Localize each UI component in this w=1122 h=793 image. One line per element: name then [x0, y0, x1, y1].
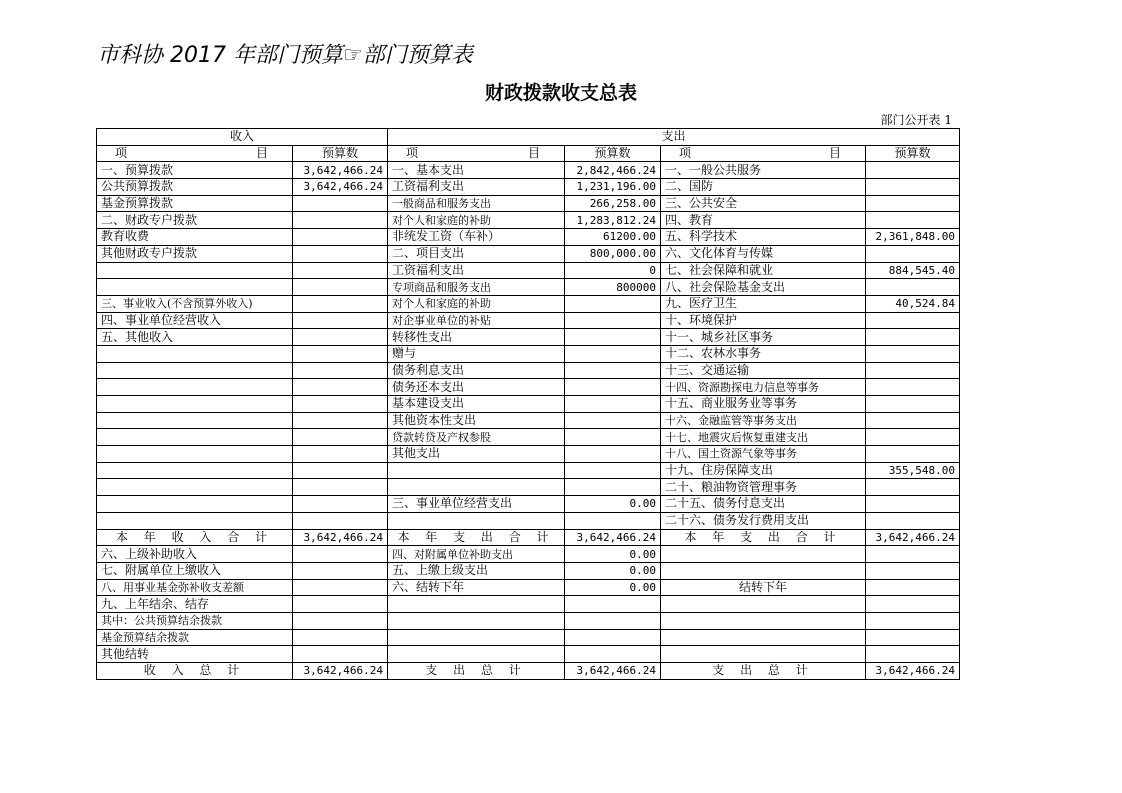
expense-func-budget-cell — [866, 496, 960, 513]
expense-func-item-cell: 十九、住房保障支出 — [661, 462, 866, 479]
expense-func-item-cell: 十七、地震灾后恢复重建支出 — [661, 429, 866, 446]
income-budget-cell — [293, 396, 388, 413]
table-row — [97, 496, 960, 513]
expense-func-budget-cell — [866, 312, 960, 329]
expense-func-budget-cell — [866, 329, 960, 346]
income-item-cell — [97, 345, 293, 362]
table-row — [97, 295, 960, 312]
income-item-cell — [97, 412, 293, 429]
income-budget-cell — [293, 446, 388, 463]
income-budget-cell — [293, 646, 388, 663]
expense-econ-item-cell: 基本建设支出 — [388, 396, 565, 413]
expense-econ-item-cell: 六、结转下年 — [388, 579, 565, 596]
expense-func-budget-cell: 40,524.84 — [866, 295, 960, 312]
income-budget-cell — [293, 229, 388, 246]
income-budget-cell: 3,642,466.24 — [293, 162, 388, 179]
expense-econ-budget-header: 预算数 — [565, 145, 661, 162]
income-item-cell: 六、上级补助收入 — [97, 546, 293, 563]
expense-func-budget-cell — [866, 546, 960, 563]
income-item-cell — [97, 379, 293, 396]
expense-func-budget-cell: 3,642,466.24 — [866, 529, 960, 546]
expense-econ-budget-cell: 1,231,196.00 — [565, 179, 661, 196]
income-budget-cell — [293, 362, 388, 379]
income-item-cell: 基金预算结余拨款 — [97, 629, 293, 646]
expense-header: 支出 — [388, 129, 960, 146]
table-row — [97, 329, 960, 346]
expense-func-item-cell — [661, 546, 866, 563]
expense-econ-item-cell: 支 出 总 计 — [388, 663, 565, 680]
income-item-cell: 七、附属单位上缴收入 — [97, 562, 293, 579]
income-item-cell — [97, 262, 293, 279]
expense-econ-item-cell: 三、事业单位经营支出 — [388, 496, 565, 513]
income-budget-cell — [293, 596, 388, 613]
expense-econ-item-cell: 债务还本支出 — [388, 379, 565, 396]
income-item-cell: 其他财政专户拨款 — [97, 245, 293, 262]
income-budget-cell — [293, 429, 388, 446]
expense-econ-budget-cell: 800,000.00 — [565, 245, 661, 262]
expense-func-item-cell: 二十、粮油物资管理事务 — [661, 479, 866, 496]
expense-func-budget-cell — [866, 429, 960, 446]
expense-func-item-cell: 二、国防 — [661, 179, 866, 196]
income-budget-cell — [293, 629, 388, 646]
expense-econ-item-cell: 非统发工资（车补） — [388, 229, 565, 246]
expense-econ-item-cell — [388, 612, 565, 629]
income-item-cell — [97, 279, 293, 296]
table-row — [97, 579, 960, 596]
expense-econ-budget-cell: 3,642,466.24 — [565, 663, 661, 680]
expense-econ-budget-cell: 800000 — [565, 279, 661, 296]
expense-func-item-cell: 支 出 总 计 — [661, 663, 866, 680]
item-label-a: 项 — [115, 146, 128, 161]
expense-func-item-cell: 八、社会保险基金支出 — [661, 279, 866, 296]
expense-econ-budget-cell: 3,642,466.24 — [565, 529, 661, 546]
expense-econ-item-cell: 其他支出 — [388, 446, 565, 463]
income-item-cell — [97, 429, 293, 446]
income-budget-cell — [293, 462, 388, 479]
expense-econ-item-cell: 四、对附属单位补助支出 — [388, 546, 565, 563]
income-budget-cell — [293, 412, 388, 429]
expense-func-budget-cell — [866, 446, 960, 463]
expense-econ-budget-cell — [565, 479, 661, 496]
expense-func-budget-cell — [866, 396, 960, 413]
expense-econ-item-cell — [388, 479, 565, 496]
expense-econ-budget-cell — [565, 396, 661, 413]
expense-func-budget-cell — [866, 245, 960, 262]
table-row — [97, 345, 960, 362]
expense-econ-item-cell: 本 年 支 出 合 计 — [388, 529, 565, 546]
budget-table — [96, 128, 960, 680]
table-row — [97, 596, 960, 613]
item-label-b: 目 — [829, 146, 842, 161]
expense-func-item-cell — [661, 562, 866, 579]
expense-func-item-cell: 十二、农林水事务 — [661, 345, 866, 362]
expense-func-budget-cell — [866, 412, 960, 429]
expense-econ-budget-cell — [565, 362, 661, 379]
income-item-cell — [97, 462, 293, 479]
table-row — [97, 195, 960, 212]
expense-econ-item-cell: 转移性支出 — [388, 329, 565, 346]
expense-econ-item-cell — [388, 596, 565, 613]
expense-func-budget-cell: 355,548.00 — [866, 462, 960, 479]
expense-econ-budget-cell — [565, 379, 661, 396]
expense-func-item-cell: 十三、交通运输 — [661, 362, 866, 379]
table-row — [97, 529, 960, 546]
item-label-b: 目 — [255, 146, 268, 161]
income-item-cell: 收 入 总 计 — [97, 663, 293, 680]
expense-econ-budget-cell — [565, 462, 661, 479]
income-item-cell — [97, 479, 293, 496]
income-budget-cell — [293, 212, 388, 229]
expense-func-budget-cell — [866, 579, 960, 596]
expense-econ-budget-cell — [565, 429, 661, 446]
expense-econ-item-cell: 五、上缴上级支出 — [388, 562, 565, 579]
expense-econ-budget-cell: 0.00 — [565, 546, 661, 563]
income-budget-cell: 3,642,466.24 — [293, 179, 388, 196]
expense-func-item-cell: 十四、资源勘探电力信息等事务 — [661, 379, 866, 396]
income-item-cell: 一、预算拨款 — [97, 162, 293, 179]
table-row — [97, 279, 960, 296]
table-title: 财政拨款收支总表 — [484, 82, 637, 104]
expense-func-budget-cell — [866, 195, 960, 212]
expense-func-item-cell: 五、科学技术 — [661, 229, 866, 246]
expense-func-budget-cell — [866, 512, 960, 529]
expense-econ-item-cell: 对企事业单位的补贴 — [388, 312, 565, 329]
expense-econ-budget-cell: 61200.00 — [565, 229, 661, 246]
expense-func-budget-cell: 2,361,848.00 — [866, 229, 960, 246]
expense-econ-budget-cell — [565, 446, 661, 463]
expense-func-item-cell: 二十五、债务付息支出 — [661, 496, 866, 513]
table-row — [97, 245, 960, 262]
expense-func-budget-cell — [866, 279, 960, 296]
expense-econ-item-cell — [388, 646, 565, 663]
table-row — [97, 512, 960, 529]
expense-econ-item-cell: 其他资本性支出 — [388, 412, 565, 429]
table-row — [97, 546, 960, 563]
expense-econ-item-header — [388, 145, 565, 162]
table-row — [97, 646, 960, 663]
expense-econ-budget-cell — [565, 345, 661, 362]
income-item-cell: 本 年 收 入 合 计 — [97, 529, 293, 546]
income-item-cell: 五、其他收入 — [97, 329, 293, 346]
expense-econ-item-cell: 专项商品和服务支出 — [388, 279, 565, 296]
table-code-label: 部门公开表 1 — [880, 113, 952, 127]
income-item-cell: 二、财政专户拨款 — [97, 212, 293, 229]
expense-econ-budget-cell — [565, 629, 661, 646]
income-budget-cell — [293, 245, 388, 262]
income-item-cell: 公共预算拨款 — [97, 179, 293, 196]
table-row — [97, 446, 960, 463]
expense-econ-item-cell — [388, 462, 565, 479]
income-item-cell: 八、用事业基金弥补收支差额 — [97, 579, 293, 596]
expense-econ-budget-cell: 0.00 — [565, 562, 661, 579]
expense-func-item-cell: 四、教育 — [661, 212, 866, 229]
item-label-a: 项 — [406, 146, 419, 161]
income-budget-cell — [293, 546, 388, 563]
table-row — [97, 229, 960, 246]
income-item-cell — [97, 496, 293, 513]
expense-func-item-cell: 六、文化体育与传媒 — [661, 245, 866, 262]
expense-econ-budget-cell — [565, 412, 661, 429]
income-item-cell: 三、事业收入(不含预算外收入) — [97, 295, 293, 312]
expense-func-item-cell — [661, 612, 866, 629]
table-row — [97, 379, 960, 396]
income-budget-cell — [293, 479, 388, 496]
expense-func-item-cell — [661, 629, 866, 646]
table-row — [97, 612, 960, 629]
income-item-cell — [97, 396, 293, 413]
expense-econ-budget-cell: 266,258.00 — [565, 195, 661, 212]
expense-econ-item-cell: 贷款转贷及产权参股 — [388, 429, 565, 446]
expense-func-budget-cell: 3,642,466.24 — [866, 663, 960, 680]
expense-func-budget-cell: 884,545.40 — [866, 262, 960, 279]
expense-econ-budget-cell — [565, 512, 661, 529]
header-row-columns — [97, 145, 960, 162]
income-budget-cell — [293, 512, 388, 529]
income-budget-cell — [293, 496, 388, 513]
income-budget-header: 预算数 — [293, 145, 388, 162]
expense-func-item-cell: 本 年 支 出 合 计 — [661, 529, 866, 546]
income-item-cell — [97, 362, 293, 379]
income-item-cell: 其他结转 — [97, 646, 293, 663]
table-row — [97, 179, 960, 196]
expense-func-budget-header: 预算数 — [866, 145, 960, 162]
income-budget-cell — [293, 562, 388, 579]
expense-func-item-cell: 十一、城乡社区事务 — [661, 329, 866, 346]
item-label-a: 项 — [679, 146, 692, 161]
expense-func-budget-cell — [866, 362, 960, 379]
income-item-cell: 四、事业单位经营收入 — [97, 312, 293, 329]
income-budget-cell — [293, 612, 388, 629]
table-row — [97, 262, 960, 279]
income-item-cell: 基金预算拨款 — [97, 195, 293, 212]
expense-func-item-cell: 十、环境保护 — [661, 312, 866, 329]
income-budget-cell — [293, 262, 388, 279]
expense-econ-budget-cell: 0.00 — [565, 579, 661, 596]
table-row — [97, 429, 960, 446]
income-budget-cell — [293, 279, 388, 296]
expense-func-budget-cell — [866, 562, 960, 579]
income-budget-cell — [293, 312, 388, 329]
income-header: 收入 — [97, 129, 388, 146]
expense-func-item-cell: 一、一般公共服务 — [661, 162, 866, 179]
expense-econ-item-cell — [388, 512, 565, 529]
expense-func-item-cell: 十八、国土资源气象等事务 — [661, 446, 866, 463]
expense-econ-budget-cell: 1,283,812.24 — [565, 212, 661, 229]
table-row — [97, 412, 960, 429]
expense-econ-budget-cell — [565, 646, 661, 663]
income-item-cell: 九、上年结余、结存 — [97, 596, 293, 613]
expense-econ-item-cell: 一、基本支出 — [388, 162, 565, 179]
expense-func-item-header — [661, 145, 866, 162]
expense-func-item-cell: 七、社会保障和就业 — [661, 262, 866, 279]
expense-econ-budget-cell — [565, 612, 661, 629]
expense-econ-budget-cell — [565, 596, 661, 613]
expense-econ-budget-cell: 0.00 — [565, 496, 661, 513]
table-row — [97, 312, 960, 329]
expense-func-item-cell: 十六、金融监管等事务支出 — [661, 412, 866, 429]
expense-func-item-cell: 十五、商业服务业等事务 — [661, 396, 866, 413]
expense-func-budget-cell — [866, 596, 960, 613]
table-row — [97, 162, 960, 179]
table-row — [97, 479, 960, 496]
expense-func-item-cell — [661, 646, 866, 663]
expense-econ-budget-cell — [565, 312, 661, 329]
expense-func-item-cell: 三、公共安全 — [661, 195, 866, 212]
expense-func-item-cell: 二十六、债务发行费用支出 — [661, 512, 866, 529]
income-item-header — [97, 145, 293, 162]
expense-econ-item-cell: 工资福利支出 — [388, 262, 565, 279]
income-item-cell — [97, 512, 293, 529]
income-budget-cell — [293, 345, 388, 362]
table-row — [97, 462, 960, 479]
expense-econ-budget-cell — [565, 295, 661, 312]
expense-func-item-cell: 结转下年 — [661, 579, 866, 596]
income-item-cell — [97, 446, 293, 463]
expense-func-budget-cell — [866, 479, 960, 496]
expense-func-budget-cell — [866, 212, 960, 229]
income-budget-cell — [293, 195, 388, 212]
expense-func-item-cell: 九、医疗卫生 — [661, 295, 866, 312]
expense-func-budget-cell — [866, 345, 960, 362]
table-row — [97, 562, 960, 579]
expense-econ-budget-cell — [565, 329, 661, 346]
table-row — [97, 362, 960, 379]
expense-econ-item-cell: 债务利息支出 — [388, 362, 565, 379]
item-label-b: 目 — [528, 146, 541, 161]
expense-econ-item-cell: 工资福利支出 — [388, 179, 565, 196]
expense-func-budget-cell — [866, 162, 960, 179]
income-budget-cell — [293, 379, 388, 396]
expense-econ-item-cell: 一般商品和服务支出 — [388, 195, 565, 212]
income-budget-cell — [293, 295, 388, 312]
expense-func-budget-cell — [866, 629, 960, 646]
expense-econ-item-cell: 二、项目支出 — [388, 245, 565, 262]
income-budget-cell: 3,642,466.24 — [293, 663, 388, 680]
income-item-cell: 其中：公共预算结余拨款 — [97, 612, 293, 629]
document-title: 市科协 2017 年部门预算☞部门预算表 — [97, 43, 473, 68]
income-budget-cell — [293, 329, 388, 346]
expense-econ-budget-cell: 2,842,466.24 — [565, 162, 661, 179]
expense-econ-budget-cell: 0 — [565, 262, 661, 279]
income-item-cell: 教育收费 — [97, 229, 293, 246]
expense-func-budget-cell — [866, 612, 960, 629]
table-row — [97, 212, 960, 229]
expense-econ-item-cell: 对个人和家庭的补助 — [388, 212, 565, 229]
income-budget-cell: 3,642,466.24 — [293, 529, 388, 546]
table-row — [97, 396, 960, 413]
expense-func-item-cell — [661, 596, 866, 613]
expense-func-budget-cell — [866, 379, 960, 396]
expense-econ-item-cell: 对个人和家庭的补助 — [388, 295, 565, 312]
expense-func-budget-cell — [866, 646, 960, 663]
expense-func-budget-cell — [866, 179, 960, 196]
expense-econ-item-cell: 赠与 — [388, 345, 565, 362]
header-row-group — [97, 129, 960, 146]
income-budget-cell — [293, 579, 388, 596]
table-row — [97, 663, 960, 680]
expense-econ-item-cell — [388, 629, 565, 646]
table-row — [97, 629, 960, 646]
